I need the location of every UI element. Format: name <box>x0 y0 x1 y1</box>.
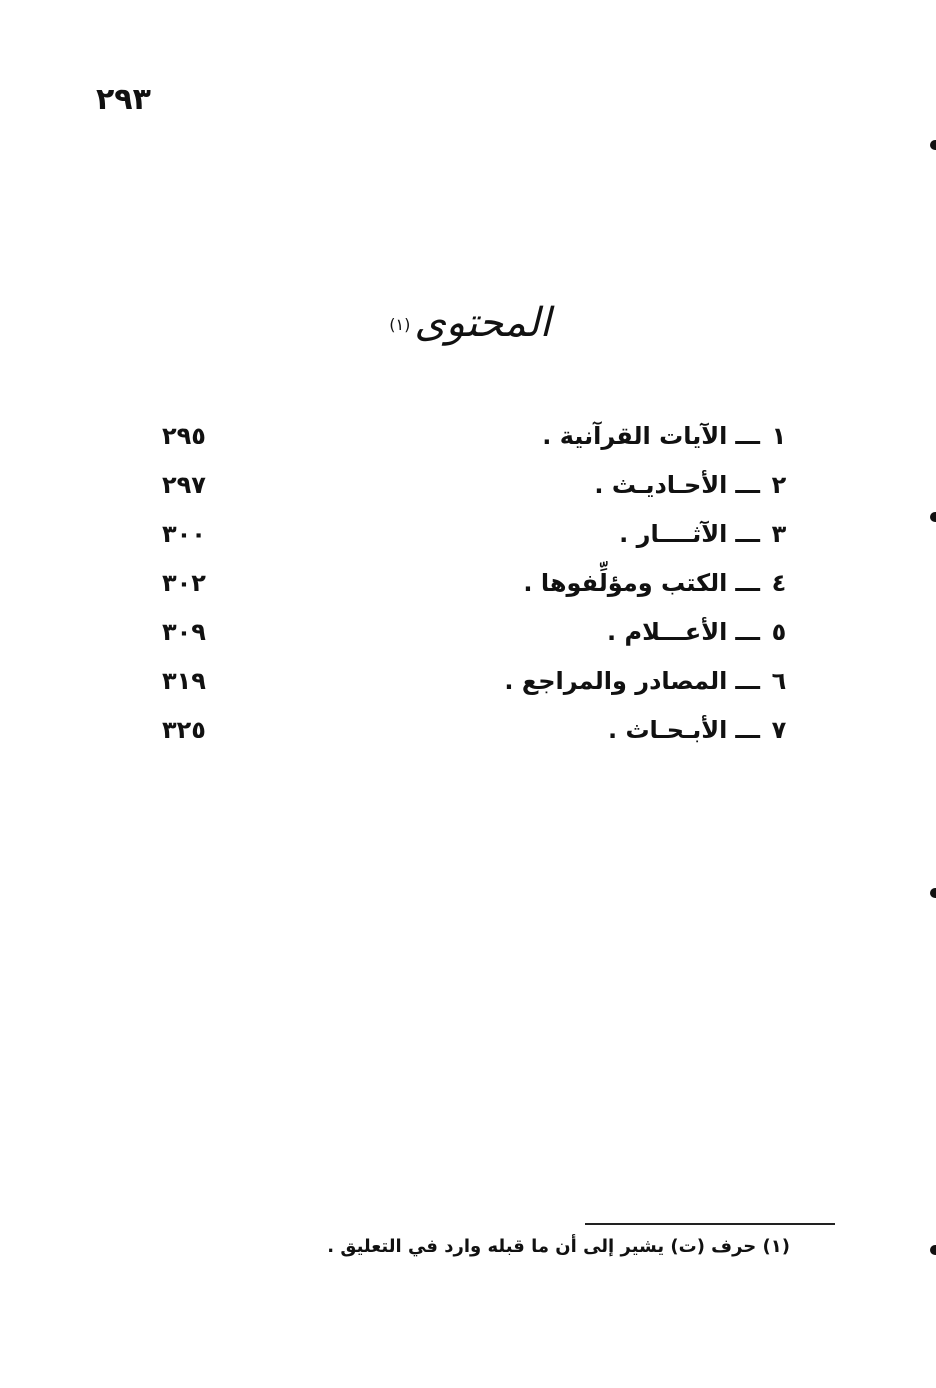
footnote: (١) حرف (ت) يشير إلى أن ما قبله وارد في التعليق . <box>327 1236 790 1257</box>
toc-entry <box>607 618 790 646</box>
toc-entry-dash: ـــ <box>735 569 760 597</box>
toc-entry <box>504 667 790 695</box>
toc-entry <box>523 569 790 597</box>
toc-entry-label: الأعـــلام . <box>607 618 728 646</box>
toc-entry-page: ٣١٩ <box>162 667 206 695</box>
toc-entry-number: ٧ <box>771 716 787 744</box>
page-number: ٢٩٣ <box>96 82 151 117</box>
toc-entry-dash: ـــ <box>735 667 760 695</box>
toc-entry-label: الآيات القرآنية . <box>542 422 728 450</box>
toc-row <box>150 471 800 520</box>
toc-entry-dash: ـــ <box>735 471 760 499</box>
toc-row <box>150 569 800 618</box>
toc-entry-page: ٢٩٧ <box>162 471 206 499</box>
toc-entry-page: ٣٢٥ <box>162 716 206 744</box>
toc-entry-page: ٣٠٢ <box>162 569 206 597</box>
scan-edge-mark <box>930 140 936 150</box>
toc-entry-dash: ـــ <box>735 716 760 744</box>
toc-entry-dash: ـــ <box>735 618 760 646</box>
toc-row <box>150 667 800 716</box>
title-footnote-ref: (١) <box>389 314 411 334</box>
toc-entry-label: الأبـحـاث . <box>607 716 728 744</box>
toc-entry-number: ١ <box>771 422 787 450</box>
toc-entry <box>594 471 790 499</box>
toc-entry <box>619 520 790 548</box>
toc-entry <box>608 716 790 744</box>
contents-heading <box>360 300 580 364</box>
table-of-contents <box>150 422 800 765</box>
toc-entry-dash: ـــ <box>735 422 760 450</box>
toc-row <box>150 422 800 471</box>
toc-entry-page: ٣٠٩ <box>162 618 206 646</box>
toc-row <box>150 716 800 765</box>
toc-entry-number: ٤ <box>771 569 787 597</box>
toc-entry-label: الآثــــار . <box>619 520 728 548</box>
toc-entry <box>542 422 790 450</box>
toc-entry-number: ٥ <box>771 618 787 646</box>
toc-entry-number: ٢ <box>771 471 787 499</box>
toc-entry-label: الكتب ومؤلِّفوها . <box>523 569 728 597</box>
toc-entry-dash: ـــ <box>735 520 760 548</box>
scan-edge-mark <box>930 1245 936 1255</box>
toc-entry-page: ٢٩٥ <box>162 422 206 450</box>
scan-edge-mark <box>930 512 936 522</box>
toc-entry-number: ٦ <box>771 667 787 695</box>
footnote-divider <box>585 1223 835 1225</box>
toc-entry-label: الأحـاديـث . <box>594 471 728 499</box>
toc-entry-label: المصادر والمراجع . <box>504 667 728 695</box>
toc-entry-page: ٣٠٠ <box>162 520 206 548</box>
scan-edge-mark <box>930 888 936 898</box>
toc-row <box>150 618 800 667</box>
page-title: المحتوى <box>414 300 551 346</box>
toc-entry-number: ٣ <box>771 520 787 548</box>
toc-row <box>150 520 800 569</box>
